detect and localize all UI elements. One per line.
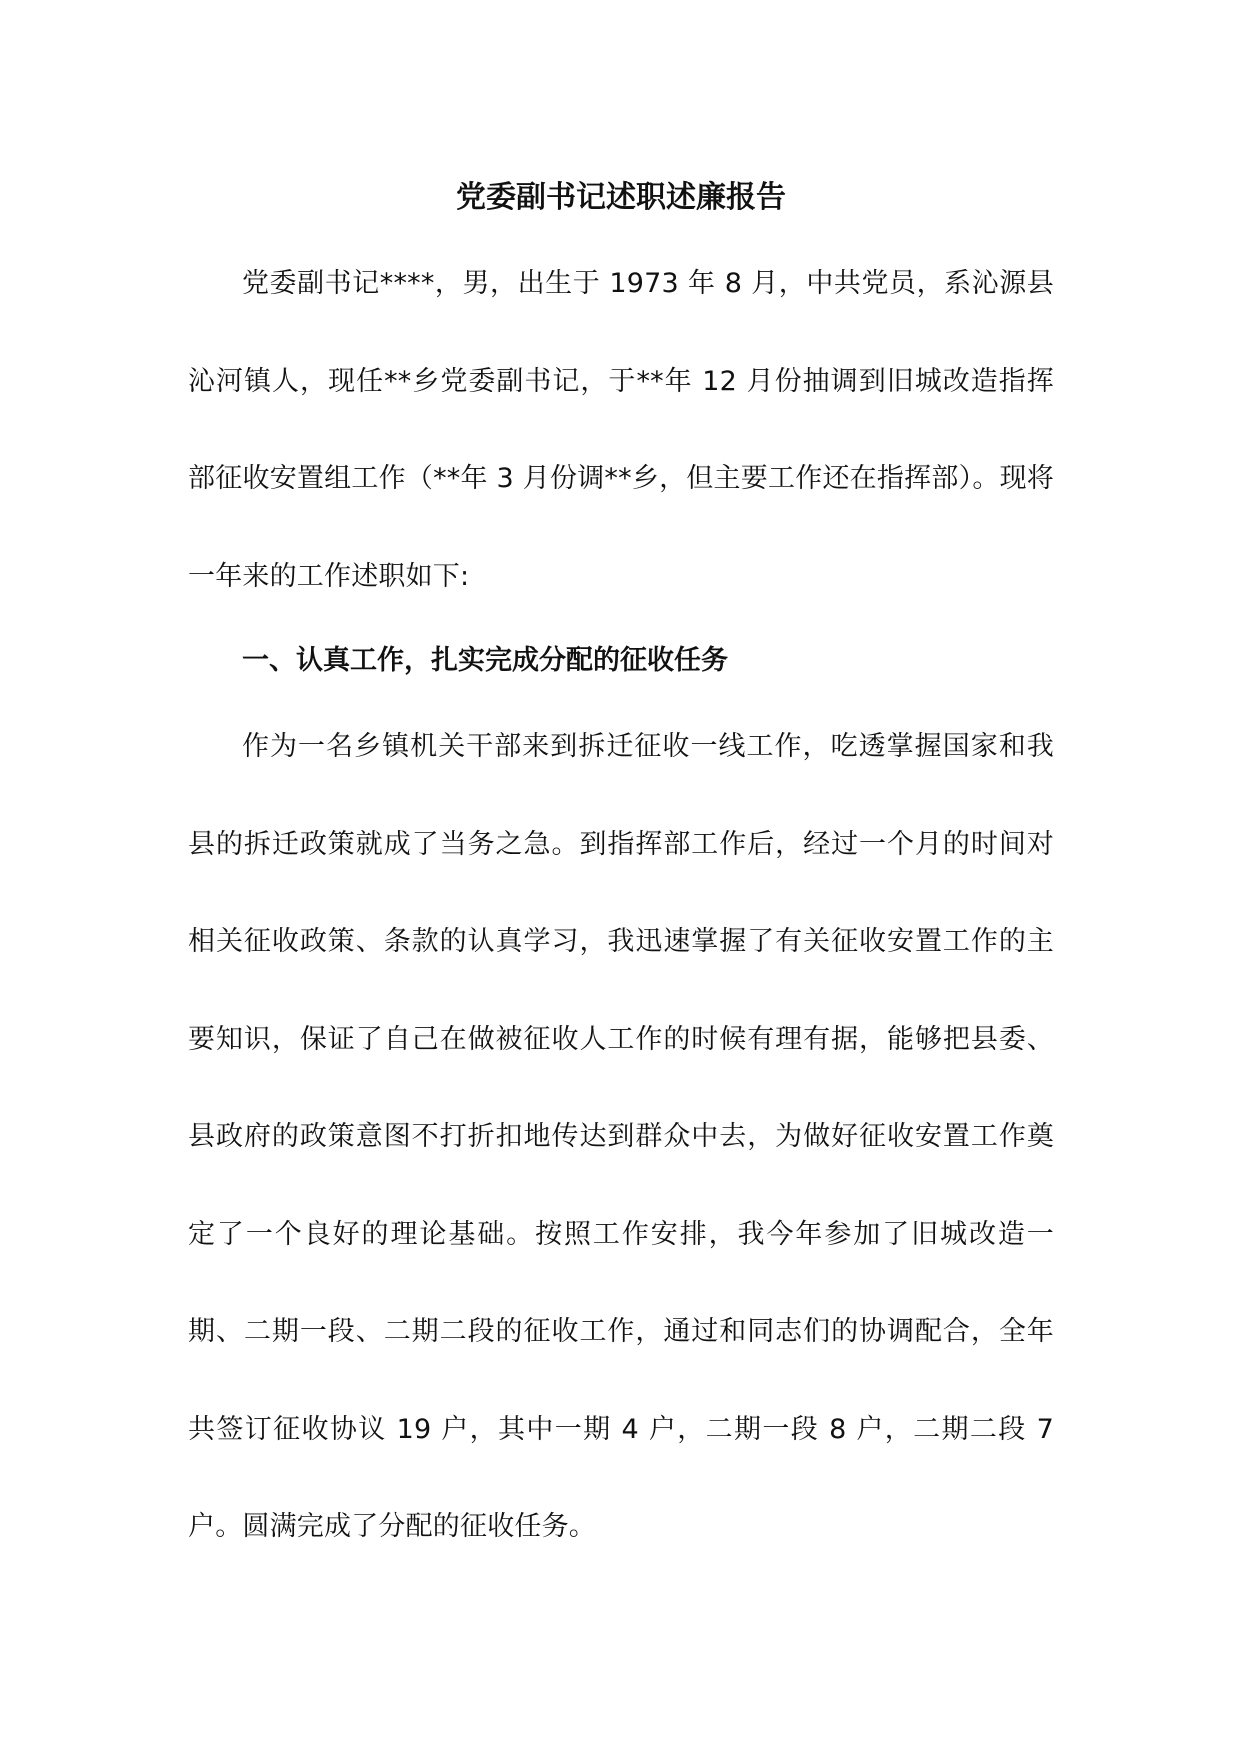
- section-heading: 一、认真工作，扎实完成分配的征收任务: [242, 645, 728, 676]
- document-page: [188, 0, 1054, 1754]
- intro-paragraph: 党委副书记****，男，出生于 1973 年 8 月，中共党员，系沁源县沁河镇人，现任**乡党委副书记，于**年 12 月份抽调到旧城改造指挥部征收安置组工作（**年 3 月份调**乡，但主要工作还在指挥部）。现将一年来的工作述职如下:: [188, 268, 1054, 592]
- document-title: 党委副书记述职述廉报告: [456, 180, 786, 215]
- section-paragraph: 作为一名乡镇机关干部来到拆迁征收一线工作，吃透掌握国家和我县的拆迁政策就成了当务之急。到指挥部工作后，经过一个月的时间对相关征收政策、条款的认真学习，我迅速掌握了有关征收安置工作的主要知识，保证了自己在做被征收人工作的时候有理有据，能够把县委、县政府的政策意图不打折扣地传达到群众中去，为做好征收安置工作奠定了一个良好的理论基础。按照工作安排，我今年参加了旧城改造一期、二期一段、二期二段的征收工作，通过和同志们的协调配合，全年共签订征收协议 19 户，其中一期 4 户，二期一段 8 户，二期二段 7 户。圆满完成了分配的征收任务。: [188, 731, 1054, 1542]
